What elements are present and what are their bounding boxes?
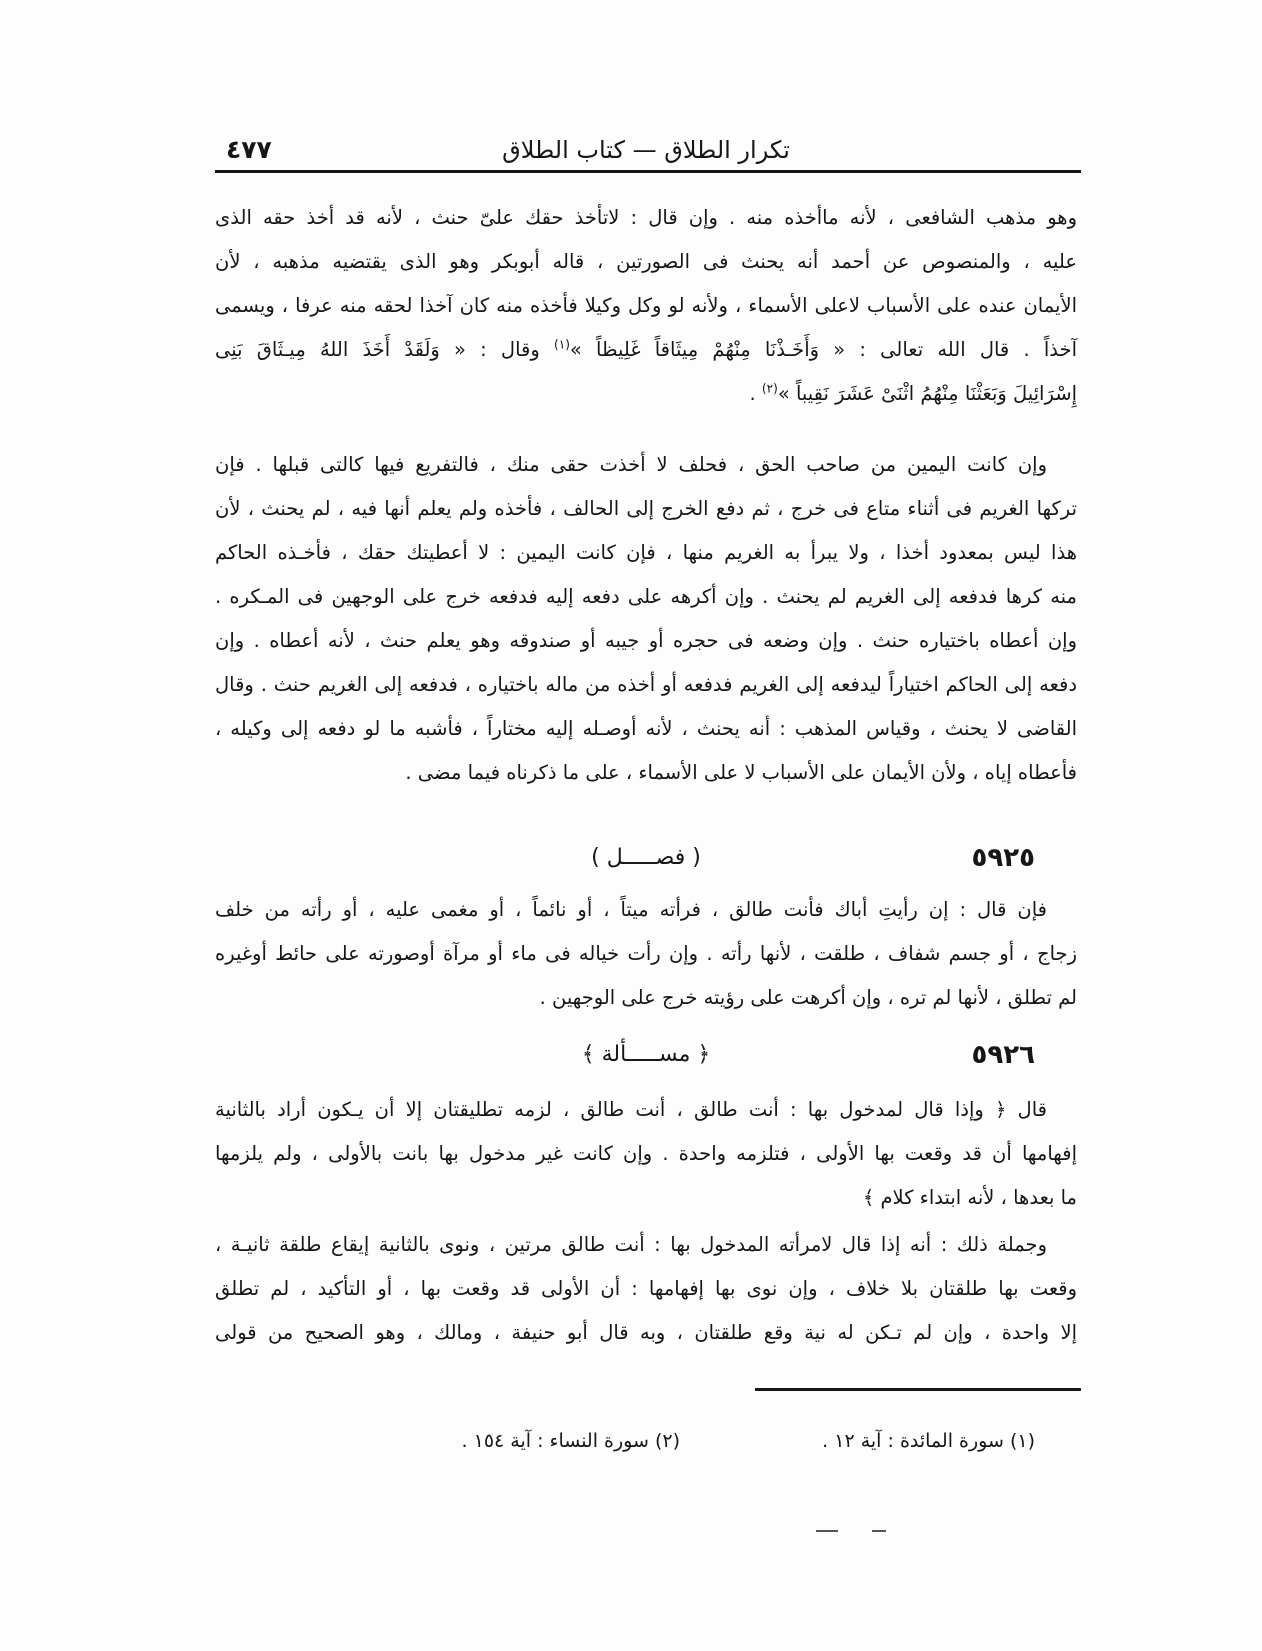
footnote-rule: [755, 1388, 1081, 1391]
section-label: ﴿ مســـــألة ﴾: [581, 1042, 711, 1067]
line-text: .: [749, 382, 762, 405]
section-label: ( فصـــــل ): [591, 845, 701, 870]
paragraph: [215, 1088, 1077, 1220]
paragraph: [215, 1223, 1077, 1355]
text-line: وهو مذهب الشافعى ، لأنه ماأخذه منه . وإن قال : لاتأخذ حقك علىّ حنث ، لأنه قد أخذ حقه الذى: [215, 206, 1077, 229]
paragraph: [215, 196, 1077, 416]
text-line: فأعطاه إياه ، ولأن الأيمان على الأسباب لا على الأسماء ، على ما ذكرناه فيما مضى .: [405, 761, 1077, 784]
text-line: [215, 328, 1077, 372]
text-line: إلا واحدة ، وإن لم تـكن له نية وقع طلقتان ، وبه قال أبو حنيفة ، ومالك ، وهو الصحيح من قولى: [215, 1321, 1077, 1344]
text-line: [215, 372, 1077, 416]
line-text: وقال : « وَلَقَدْ أَخَذَ اللهُ مِيـثَاقَ بَنِى: [215, 338, 554, 361]
page-number: ٤٧٧: [226, 135, 272, 164]
running-header-title: تكرار الطلاق — كتاب الطلاق: [502, 136, 790, 164]
text-line: ما بعدها ، لأنه ابتداء كلام ﴾: [862, 1186, 1077, 1209]
section-number: ٥٩٢٥: [971, 843, 1035, 873]
header-rule: [215, 170, 1081, 173]
text-line: هذا ليس بمعدود أخذا ، ولا يبرأ به الغريم منها ، فإن كانت اليمين : لا أعطيتك حقك ، فأخـذه الحاكم: [215, 541, 1077, 564]
text-line: منه كرها فدفعه إلى الغريم لم يحنث . وإن أكرهه على دفعه إليه فدفعه خرج على الوجهين فى المـكره .: [215, 585, 1077, 608]
paragraph: [215, 443, 1077, 795]
paragraph: [215, 888, 1077, 1020]
line-text: إِسْرَائِيلَ وَبَعَثْنَا مِنْهُمُ اثْنَىْ عَشَرَ نَقِيباً »: [777, 382, 1077, 405]
text-line: إفهامها أن قد وقعت بها الأولى ، فتلزمه واحدة . وإن كانت غير مدخول بها بانت بالأولى ، ولم يلزمها: [215, 1142, 1077, 1165]
text-line: وإن أعطاه باختياره حنث . وإن وضعه فى حجره أو جيبه أو صندوقه وهو يعلم حنث ، لأنه أعطاه . وإن: [215, 629, 1077, 652]
section-number: ٥٩٢٦: [971, 1040, 1035, 1070]
line-text: آخذاً . قال الله تعالى : « وَأَخَـذْنَا مِنْهُمْ مِيثَاقاً غَلِيظاً »: [569, 338, 1077, 361]
text-line: الأيمان عنده على الأسباب لاعلى الأسماء ، ولأنه لو وكل وكيلا فأخذه منه كان آخذا لحقه منه عرفا ، ويسمى: [215, 294, 1077, 317]
text-line: وإن كانت اليمين من صاحب الحق ، فحلف لا أخذت حقى منك ، فالتفريع فيها كالتى قبلها . فإن: [215, 453, 1047, 476]
footnote-reference: (١): [553, 337, 570, 352]
text-line: وجملة ذلك : أنه إذا قال لامرأته المدخول بها : أنت طالق مرتين ، ونوى بالثانية إيقاع طلقة ثانيـة ،: [215, 1233, 1047, 1256]
text-line: عليه ، والمنصوص عن أحمد أنه يحنث فى الصورتين ، قاله أبوبكر وهو الذى يقتضيه مذهبه ، لأن: [215, 250, 1077, 273]
section-heading: [215, 836, 1077, 880]
scan-mark: [872, 1530, 886, 1532]
text-line: فإن قال : إن رأيتِ أباك فأنت طالق ، فرأته ميتاً ، أو نائماً ، أو مغمى عليه ، أو رأته من خلف: [215, 898, 1047, 921]
text-line: زجاج ، أو جسم شفاف ، طلقت ، لأنها رأته . وإن رأت خياله فى ماء أو مرآة أوصورته على حائط أوغيره: [215, 942, 1077, 965]
footnote: (١) سورة المائدة : آية ١٢ .: [822, 1430, 1035, 1452]
text-line: تركها الغريم فى أثناء متاع فى خرج ، ثم دفع الخرج إلى الحالف ، فأخذه ولم يعلم أنها فيه ، لم يحنث ، لأن: [215, 497, 1077, 520]
text-line: لم تطلق ، لأنها لم تره ، وإن أكرهت على رؤيته خرج على الوجهين .: [539, 986, 1077, 1009]
text-line: قال ﴿ وإذا قال لمدخول بها : أنت طالق ، أنت طالق ، لزمه تطليقتان إلا أن يـكون أراد بالثانية: [215, 1098, 1047, 1121]
footnote: (٢) سورة النساء : آية ١٥٤ .: [461, 1430, 680, 1452]
scan-mark: [816, 1530, 838, 1532]
footnote-reference: (٢): [761, 381, 778, 396]
text-line: وقعت بها طلقتان بلا خلاف ، وإن نوى بها إفهامها : أن الأولى قد وقعت بها ، أو التأكيد ، لم تطلق: [215, 1277, 1077, 1300]
text-line: القاضى لا يحنث ، وقياس المذهب : أنه يحنث ، لأنه أوصـله إليه مختاراً ، فأشبه ما لو دفعه إلى وكيله ،: [215, 717, 1077, 740]
section-heading: [215, 1033, 1077, 1077]
text-line: دفعه إلى الحاكم اختياراً ليدفعه إلى الغريم فدفعه أو أخذه من ماله باختياره ، فدفعه إلى الغريم حنث . وقال: [215, 673, 1077, 696]
